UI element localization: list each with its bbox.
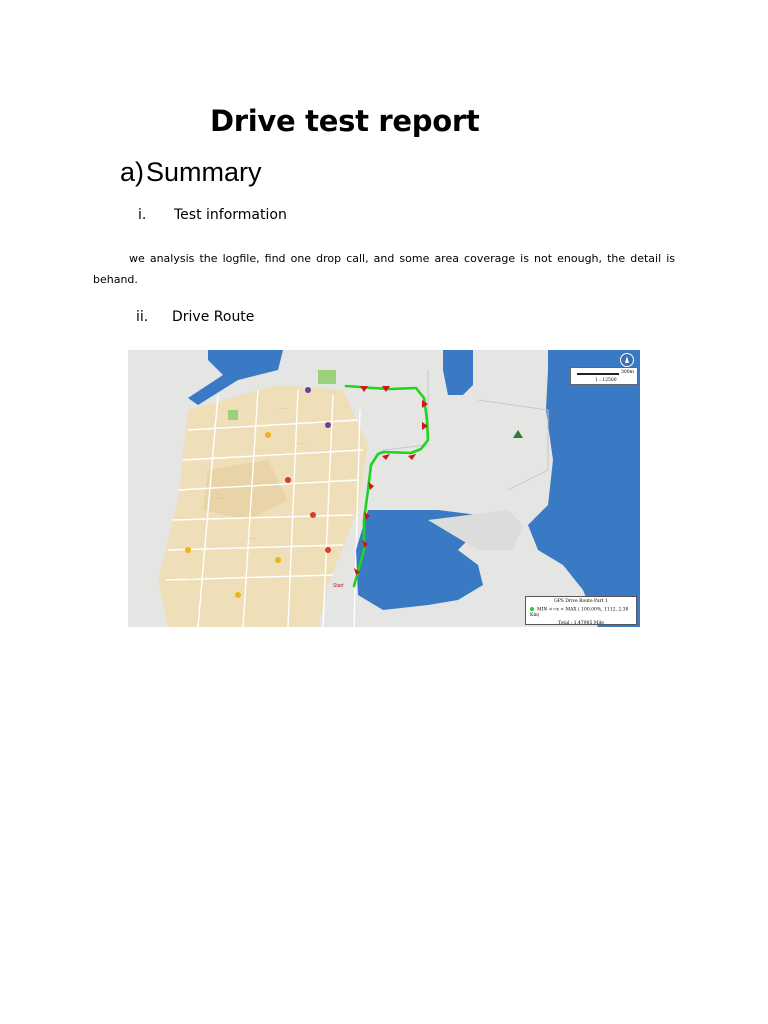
page-title: Drive test report	[210, 104, 480, 138]
legend-total: Total : 1.47985 Mile	[558, 620, 604, 626]
map-scale	[570, 367, 638, 385]
map-graphic	[128, 350, 640, 627]
scale-distance: 300m	[621, 370, 634, 375]
svg-text:· · ·: · · ·	[188, 577, 194, 581]
svg-text:· · ·: · · ·	[218, 497, 224, 501]
legend-title: GPS Drive Route Part 1	[554, 599, 608, 604]
subsection-label: Test information	[174, 207, 287, 223]
subsection-number: ii.	[136, 309, 149, 325]
scale-bar	[577, 373, 619, 375]
subsection-number: i.	[138, 207, 147, 223]
legend-range-text: MIN <=x < MAX ( 100.00%, 1112, 2.38 Km)	[530, 607, 629, 618]
subsection-label: Drive Route	[172, 309, 255, 325]
compass-icon	[620, 353, 634, 367]
legend-dot-icon	[530, 607, 534, 611]
drive-route-map	[128, 350, 640, 627]
svg-text:· · · ·: · · · ·	[248, 537, 256, 541]
subsection-heading-test-information	[138, 207, 338, 227]
section-label: Summary	[146, 157, 262, 187]
map-legend	[525, 596, 637, 625]
legend-range	[526, 607, 636, 618]
svg-text:· · · ·: · · · ·	[278, 407, 286, 411]
scale-ratio: 1 : 12500	[595, 378, 617, 383]
section-heading-summary	[120, 157, 262, 188]
body-paragraph: we analysis the logfile, find one drop call, and some area coverage is not enough, the detail is behand.	[93, 252, 675, 286]
section-number: a)	[120, 157, 145, 187]
svg-text:· · · ·: · · · ·	[298, 442, 306, 446]
route-start-label: Start	[333, 583, 344, 589]
subsection-heading-drive-route	[136, 309, 336, 329]
